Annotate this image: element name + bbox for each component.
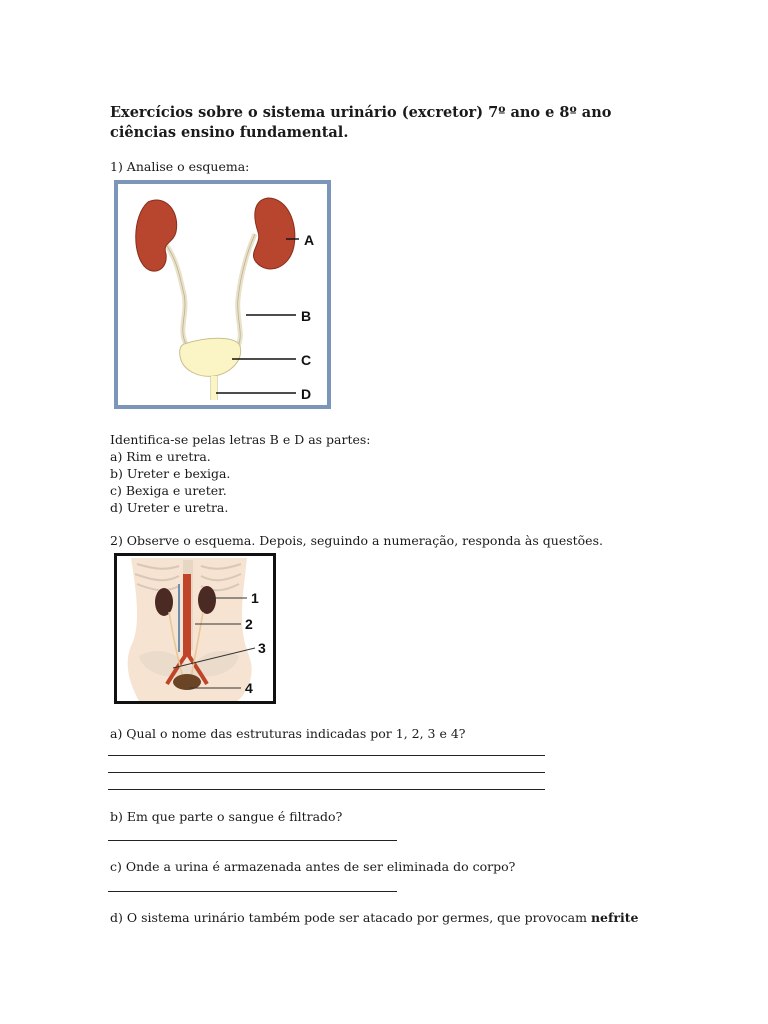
answer-line[interactable]	[108, 755, 545, 756]
figure-label-1: 1	[251, 590, 259, 606]
figure-label-d: D	[301, 386, 312, 402]
option-d: d) Ureter e uretra.	[110, 500, 229, 515]
answer-line[interactable]	[108, 840, 397, 841]
kidney-right	[198, 586, 216, 614]
urinary-system-diagram	[114, 180, 331, 409]
answer-line[interactable]	[108, 789, 545, 790]
left-kidney	[136, 200, 177, 271]
option-b: b) Ureter e bexiga.	[110, 466, 231, 481]
question-1-text: Identifica-se pelas letras B e D as partes:	[110, 432, 371, 447]
question-2d-text: d) O sistema urinário também pode ser atacado por germes, que provocam	[110, 910, 591, 925]
kidney-left	[155, 588, 173, 616]
bladder	[180, 338, 241, 376]
figure-label-3: 3	[258, 640, 266, 656]
question-2c: c) Onde a urina é armazenada antes de ser eliminada do corpo?	[110, 859, 516, 874]
question-2a: a) Qual o nome das estruturas indicadas por 1, 2, 3 e 4?	[110, 726, 466, 741]
option-a: a) Rim e uretra.	[110, 449, 211, 464]
question-2b: b) Em que parte o sangue é filtrado?	[110, 809, 343, 824]
answer-line[interactable]	[108, 772, 545, 773]
answer-line[interactable]	[108, 891, 397, 892]
body-urinary-diagram	[114, 553, 276, 704]
figure-label-2: 2	[245, 616, 253, 632]
question-2d	[110, 909, 638, 926]
figure-label-4: 4	[245, 680, 253, 696]
question-2-prompt: 2) Observe o esquema. Depois, seguindo a numeração, responda às questões.	[110, 533, 603, 548]
question-2d-bold-term: nefrite	[590, 910, 639, 925]
figure-label-b: B	[301, 308, 312, 324]
question-1-prompt: 1) Analise o esquema:	[110, 159, 250, 174]
option-c: c) Bexiga e ureter.	[110, 483, 227, 498]
page-title: Exercícios sobre o sistema urinário (excretor) 7º ano e 8º ano ciências ensino fundamental.	[110, 104, 612, 141]
right-kidney	[253, 198, 294, 269]
figure-label-c: C	[301, 352, 312, 368]
figure-label-a: A	[304, 232, 315, 248]
